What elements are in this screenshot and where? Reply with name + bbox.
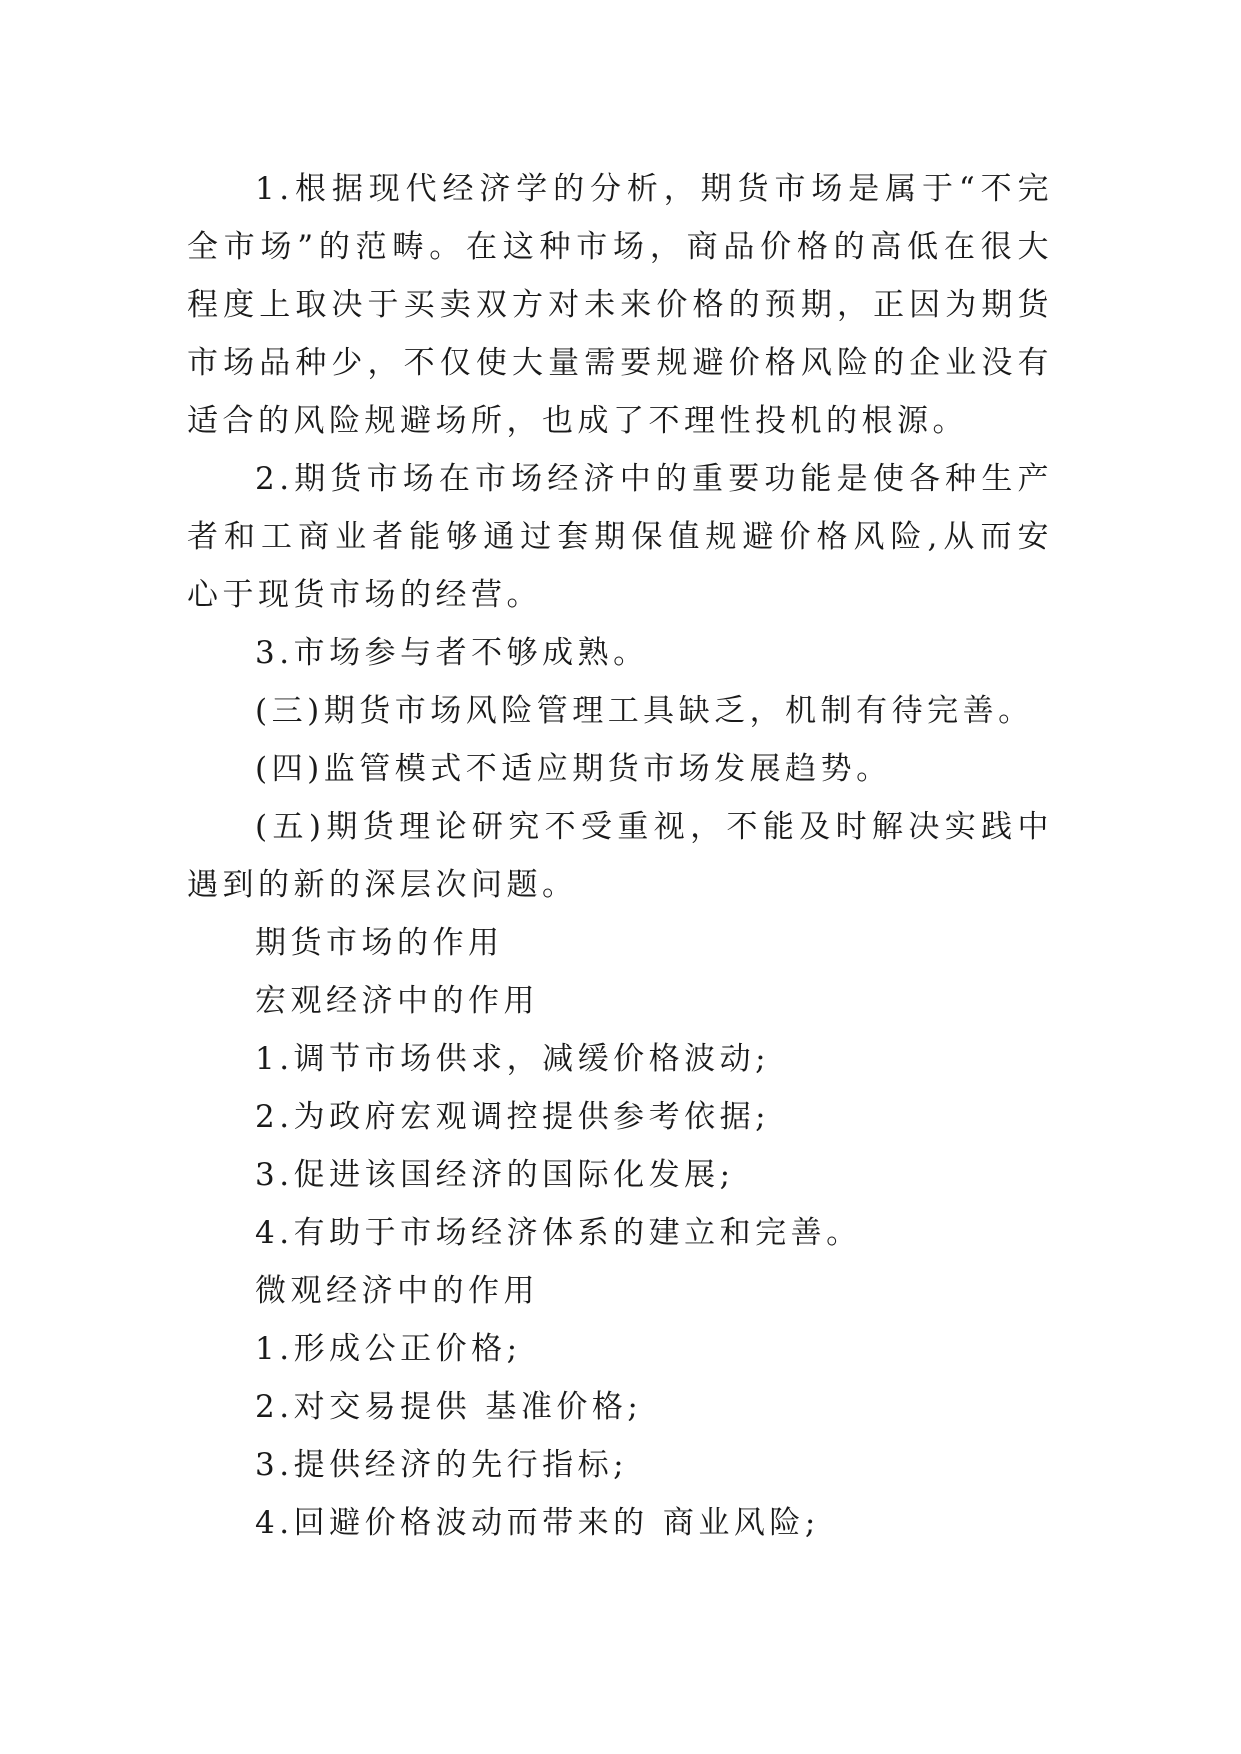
document-body [187, 160, 1053, 1552]
paragraph-regulation-mismatch: (四)监管模式不适应期货市场发展趋势。 [255, 751, 892, 787]
paragraph-participants-immature: 3.市场参与者不够成熟。 [255, 635, 649, 671]
paragraph-risk-tools-lacking: (三)期货市场风险管理工具缺乏，机制有待完善。 [255, 693, 1034, 729]
list-item-macro-1: 1.调节市场供求，减缓价格波动; [255, 1041, 771, 1077]
list-item-macro-3: 3.促进该国经济的国际化发展; [255, 1157, 735, 1193]
paragraph-futures-hedging-function: 2.期货市场在市场经济中的重要功能是使各种生产者和工商业者能够通过套期保值规避价格风险,从而安心于现货市场的经营。 [187, 461, 1053, 613]
list-item-micro-4: 4.回避价格波动而带来的 商业风险; [255, 1505, 820, 1541]
paragraph-futures-incomplete-market: 1.根据现代经济学的分析，期货市场是属于“不完全市场”的范畴。在这种市场，商品价格的高低在很大程度上取决于买卖双方对未来价格的预期，正因为期货市场品种少，不仅使大量需要规避价格风险的企业没有适合的风险规避场所，也成了不理性投机的根源。 [187, 171, 1053, 439]
list-item-micro-2: 2.对交易提供 基准价格; [255, 1389, 643, 1425]
list-item-micro-1: 1.形成公正价格; [255, 1331, 522, 1367]
list-item-micro-3: 3.提供经济的先行指标; [255, 1447, 629, 1483]
heading-macro-role: 宏观经济中的作用 [255, 983, 539, 1019]
heading-micro-role: 微观经济中的作用 [255, 1273, 539, 1309]
paragraph-theory-research: (五)期货理论研究不受重视，不能及时解决实践中遇到的新的深层次问题。 [187, 809, 1053, 903]
list-item-macro-4: 4.有助于市场经济体系的建立和完善。 [255, 1215, 862, 1251]
list-item-macro-2: 2.为政府宏观调控提供参考依据; [255, 1099, 771, 1135]
heading-futures-market-role: 期货市场的作用 [255, 925, 504, 961]
